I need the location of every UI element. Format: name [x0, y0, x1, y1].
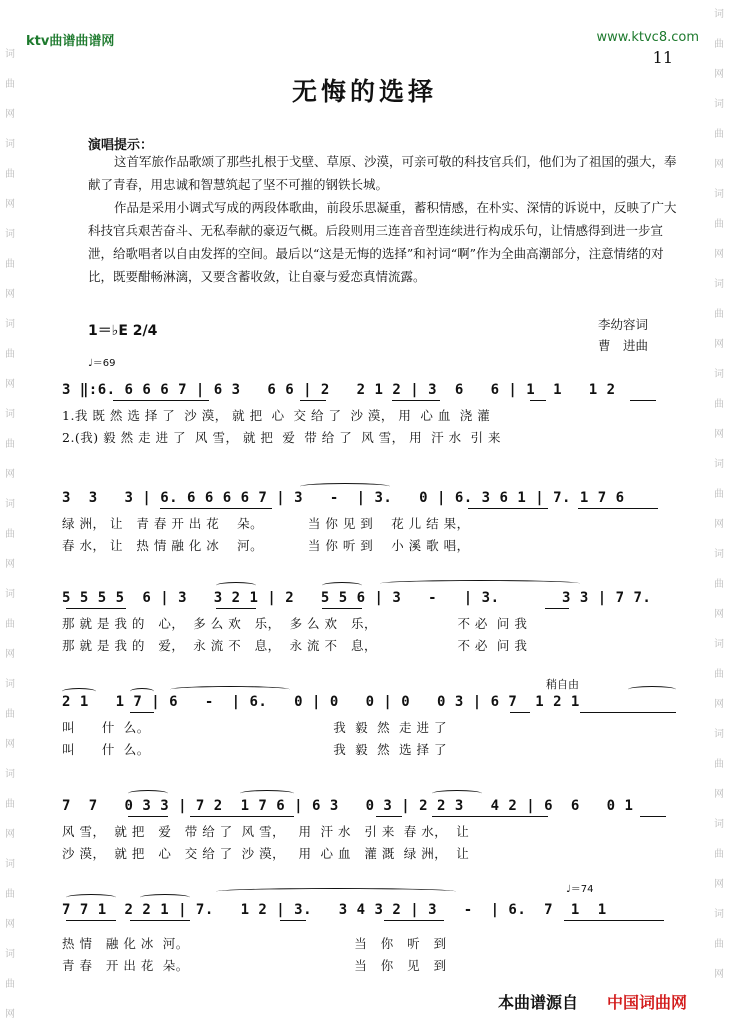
lyrics-row-4-verse-1: 叫 什 么。 我 毅 然 走 进 了: [62, 720, 447, 735]
slur-arc: [62, 688, 96, 695]
beam-line: [564, 920, 664, 921]
beam-line: [66, 608, 126, 609]
beam-line: [640, 816, 666, 817]
side-watermark-right: 词曲网词曲网词曲网词曲网词曲网词曲网词曲网词曲网词曲网词曲网词曲网: [714, 9, 724, 980]
lyrics-row-6-verse-1: 热 情 融 化 冰 河。 当 你 听 到: [62, 936, 447, 951]
page-number: 11: [652, 48, 673, 67]
lyrics-row-4-verse-2: 叫 什 么。 我 毅 然 选 择 了: [62, 742, 447, 757]
lyricist-credit: 李幼容词: [598, 317, 649, 332]
beam-line: [530, 400, 546, 401]
triplet-arc: [140, 894, 190, 901]
beam-line: [300, 400, 326, 401]
lyrics-row-3-verse-1: 那 就 是 我 的 心， 多 么 欢 乐， 多 么 欢 乐， 不 必 问 我: [62, 616, 528, 631]
tempo-marking-1: ♩＝69: [88, 358, 116, 369]
footer-source-label: 本曲谱源自: [498, 993, 579, 1012]
beam-line: [322, 608, 362, 609]
lyrics-row-6-verse-2: 青 春 开 出 花 朵。 当 你 见 到: [62, 958, 447, 973]
expression-marking: 稍自由: [546, 678, 579, 691]
notation-row-5: 7 7 0 3 3 | 7 2 1 7 6 | 6 3 0 3 | 2 2 3 4 2 | 6 6 0 1: [62, 798, 634, 814]
tie-arc: [170, 686, 290, 693]
beam-line: [113, 400, 209, 401]
side-watermark-left: 词曲网词曲网词曲网词曲网词曲网词曲网词曲网词曲网词曲网词曲网词曲网: [5, 49, 15, 1020]
hint-paragraph-1: 这首军旅作品歌颂了那些扎根于戈壁、草原、沙漠，可亲可敬的科技官兵们，他们为了祖国的强大，奉献了青春，用忠诚和智慧筑起了坚不可摧的钢铁长城。: [88, 154, 677, 192]
beam-line: [128, 816, 168, 817]
beam-line: [130, 920, 190, 921]
beam-line: [66, 920, 116, 921]
hint-paragraph-2: 作品是采用小调式写成的两段体歌曲，前段乐思凝重，蓄积情感，在朴实、深情的诉说中，反映了广大科技官兵艰苦奋斗、无私奉献的豪迈气概。后段则用三连音音型连续进行构成乐句，让情感得到进一步宣泄，给歌唱者以自由发挥的空间。最后以“这是无悔的选择”和衬词“啊”作为全曲高潮部分，注意情绪的对比，既要酣畅淋漓，又要含蓄收敛，让自豪与爱恋真情流露。: [88, 200, 677, 284]
header-site-right[interactable]: www.ktvc8.com: [596, 30, 699, 45]
beam-line: [216, 608, 256, 609]
tie-arc: [380, 580, 580, 587]
song-title: 无悔的选择: [291, 77, 437, 106]
beam-line: [510, 712, 530, 713]
notation-row-1: 3 ‖:6. 6 6 6 7 | 6 3 6 6 | 2 2 1 2 | 3 6 6 | 1 1 1 2: [62, 382, 616, 398]
triplet-arc: [66, 894, 116, 901]
triplet-arc: [128, 790, 168, 797]
tempo-marking-2: ♩＝74: [566, 884, 594, 895]
triplet-arc: [432, 790, 482, 797]
triplet-arc: [628, 686, 676, 693]
lyrics-row-5-verse-2: 沙 漠， 就 把 心 交 给 了 沙 漠， 用 心 血 灌 溉 绿 洲， 让: [62, 846, 470, 861]
lyrics-row-2-verse-1: 绿 洲， 让 青 春 开 出 花 朵。 当 你 见 到 花 儿 结 果，: [62, 516, 470, 531]
lyrics-row-1-verse-2: 2.(我) 毅 然 走 进 了 风 雪， 就 把 爱 带 给 了 风 雪， 用 汗 水 引 来: [62, 430, 501, 445]
footer-site-link[interactable]: 中国词曲网: [607, 993, 688, 1012]
beam-line: [130, 712, 154, 713]
lyrics-row-1-verse-1: 1.我 既 然 选 择 了 沙 漠， 就 把 心 交 给 了 沙 漠， 用 心 血 浇 灌: [62, 408, 491, 423]
key-signature: 1＝♭E 2/4: [88, 323, 158, 339]
beam-line: [376, 816, 402, 817]
beam-line: [432, 816, 548, 817]
slur-arc: [130, 688, 154, 695]
triplet-arc: [240, 790, 294, 797]
beam-line: [630, 400, 656, 401]
beam-line: [392, 400, 440, 401]
lyrics-row-3-verse-2: 那 就 是 我 的 爱， 永 流 不 息， 永 流 不 息， 不 必 问 我: [62, 638, 528, 653]
tie-arc: [300, 483, 390, 490]
beam-line: [580, 712, 676, 713]
triplet-arc: [216, 582, 256, 589]
beam-line: [545, 608, 569, 609]
header-site-left: ktv曲谱曲谱网: [26, 34, 115, 49]
notation-row-4: 2 1 1 7 | 6 - | 6. 0 | 0 0 | 0 0 3 | 6 7 1 2 1: [62, 694, 580, 710]
beam-line: [280, 920, 306, 921]
beam-line: [578, 508, 658, 509]
notation-row-6: 7 7 1 2 2 1 | 7. 1 2 | 3. 3 4 3 2 | 3 - | 6. 7 1 1: [62, 902, 607, 918]
notation-row-2: 3 3 3 | 6. 6 6 6 6 7 | 3 - | 3. 0 | 6. 3 6 1 | 7. 1 7 6: [62, 490, 625, 506]
lyrics-row-5-verse-1: 风 雪， 就 把 爱 带 给 了 风 雪， 用 汗 水 引 来 春 水， 让: [62, 824, 470, 839]
beam-line: [468, 508, 548, 509]
composer-credit: 曹 进曲: [598, 338, 649, 353]
beam-line: [190, 816, 294, 817]
beam-line: [160, 508, 272, 509]
tie-arc: [216, 888, 456, 895]
beam-line: [384, 920, 444, 921]
triplet-arc: [322, 582, 362, 589]
notation-row-3: 5 5 5 5 6 | 3 3 2 1 | 2 5 5 6 | 3 - | 3. 3 3 | 7 7.: [62, 590, 652, 606]
lyrics-row-2-verse-2: 春 水， 让 热 情 融 化 冰 河。 当 你 听 到 小 溪 歌 唱，: [62, 538, 470, 553]
hint-heading: 演唱提示：: [88, 138, 154, 153]
